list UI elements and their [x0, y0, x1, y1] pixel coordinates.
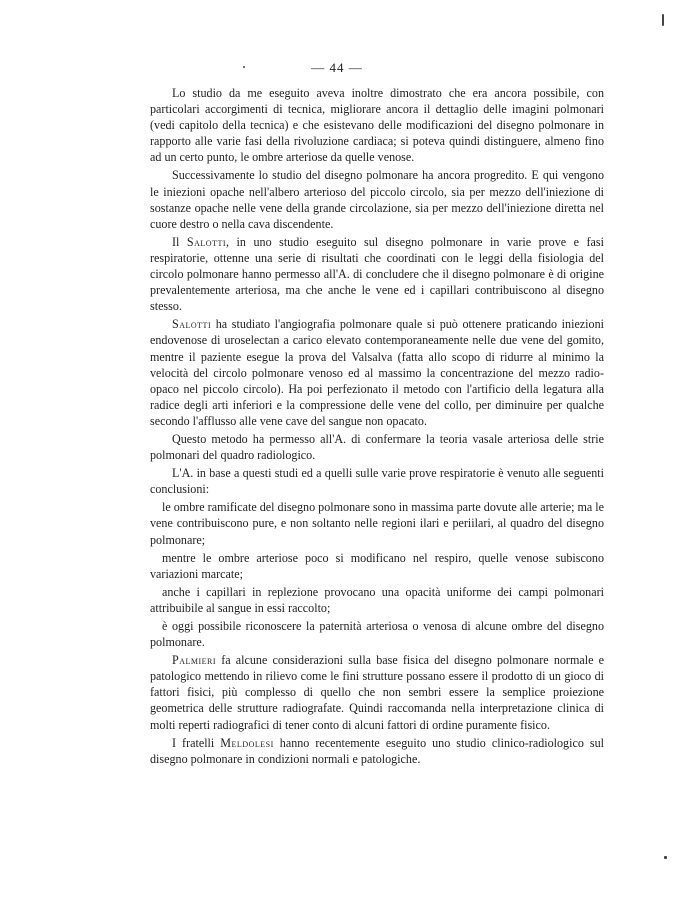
paragraph-text: è oggi possibile riconoscere la paternità arteriosa o venosa di alcune ombre del disegno polmonare.: [150, 619, 604, 650]
paragraph-text: Successivamente lo studio del disegno polmonare ha ancora progredito. E qui vengono le iniezioni opache nell'albero arterioso del piccolo circolo, sia per mezzo dell'iniezione di sostanze opache nelle vene della grande circolazione, sia per mezzo dell'iniezione diretta nel cuore destro o nella cava discendente.: [150, 168, 604, 231]
author-name: Palmieri: [172, 653, 217, 668]
paragraph-text: le ombre ramificate del disegno polmonare sono in massima parte dovute alle arterie; ma le vene contribuiscono pure, e non soltanto nelle regioni ilari e periilari, al quadro del disegno polmonare;: [150, 500, 604, 547]
paragraph-text: L'A. in base a questi studi ed a quelli sulle varie prove respiratorie è venuto alle seguenti conclusioni:: [150, 466, 604, 497]
scan-speck: [664, 856, 667, 859]
paragraph-text: Il: [172, 234, 187, 249]
scan-speck: [243, 66, 245, 68]
paragraph: [150, 735, 604, 767]
paragraph-text: ha studiato l'angiografia polmonare quale si può ottenere praticando iniezioni endovenose di uroselectan a carico elevato contemporaneamente nelle due vene del gomito, mentre il paziente esegue la prova del Valsalva (fatta allo scopo di ridurre al minimo la velocità del circolo polmonare venoso ed al massimo la concentrazione del mezzo radio-opaco nel piccolo circolo). Ha poi perfezionato il metodo con l'artificio della legatura alla radice degli arti inferiori e la compressione delle vene del collo, per diminuire per qualche secondo l'afflusso alle vene cave del sangue non opacato.: [150, 317, 604, 428]
paragraph-text: Questo metodo ha permesso all'A. di confermare la teoria vasale arteriosa delle strie polmonari del quadro radiologico.: [150, 431, 604, 463]
conclusion-item: [150, 499, 604, 547]
conclusion-item: [150, 618, 604, 650]
paragraph-text: I fratelli: [172, 735, 221, 750]
paragraph-text: , in uno studio eseguito sul disegno polmonare in varie prove e fasi respiratorie, ottenne una serie di risultati che coordinati con le leggi della fisiologia del circolo polmonare hanno permesso all'A. di concludere che il disegno polmonare è di origine prevalentemente arteriosa, ma che anche le vene ed i capillari contribuiscono al disegno stesso.: [150, 234, 604, 314]
paragraph: [150, 431, 604, 463]
paragraph: [150, 85, 604, 165]
paragraph-text: anche i capillari in replezione provocano una opacità uniforme dei campi polmonari attribuibile al sangue in essi raccolto;: [150, 584, 604, 615]
paragraph-text: Lo studio da me eseguito aveva inoltre dimostrato che era ancora possibile, con particolari accorgimenti di tecnica, migliorare ancora il dettaglio delle imagini polmonari (vedi capitolo della tecnica) e che esistevano delle modificazioni del disegno polmonare in rapporto alle varie fasi della rivoluzione cardiaca; si poteva quindi distinguere, almeno fino ad un certo punto, le ombre arteriose da quelle venose.: [150, 86, 604, 165]
author-name: Salotti: [186, 234, 227, 249]
paragraph-text: fa alcune considerazioni sulla base fisica del disegno polmonare normale e patologico mettendo in rilievo come le fini strutture possano essere il prodotto di un gioco di fattori fisici, più complesso di quello che non sembri essere la semplice proiezione geometrica delle strutture radiografate. Quindi raccomanda nella interpretazione clinica di molti reperti radiografici di tener conto di alcuni fattori di ordine puramente fisico.: [150, 653, 604, 732]
author-name: Salotti: [172, 317, 212, 332]
author-name: Meldolesi: [220, 735, 274, 750]
paragraph: [150, 465, 604, 497]
paragraph-text: mentre le ombre arteriose poco si modificano nel respiro, quelle venose subiscono variazioni marcate;: [150, 550, 604, 581]
conclusion-item: [150, 584, 604, 616]
paragraph: [150, 167, 604, 231]
page-number: — 44 —: [311, 60, 363, 75]
paragraph: [150, 234, 604, 314]
scan-speck: [662, 14, 664, 26]
conclusion-item: [150, 550, 604, 582]
paragraph: [150, 316, 604, 429]
paragraph: [150, 652, 604, 732]
body-text: [150, 85, 604, 769]
paragraph-text: hanno recentemente eseguito uno studio clinico-radiologico sul disegno polmonare in condizioni normali e patologiche.: [150, 735, 605, 766]
